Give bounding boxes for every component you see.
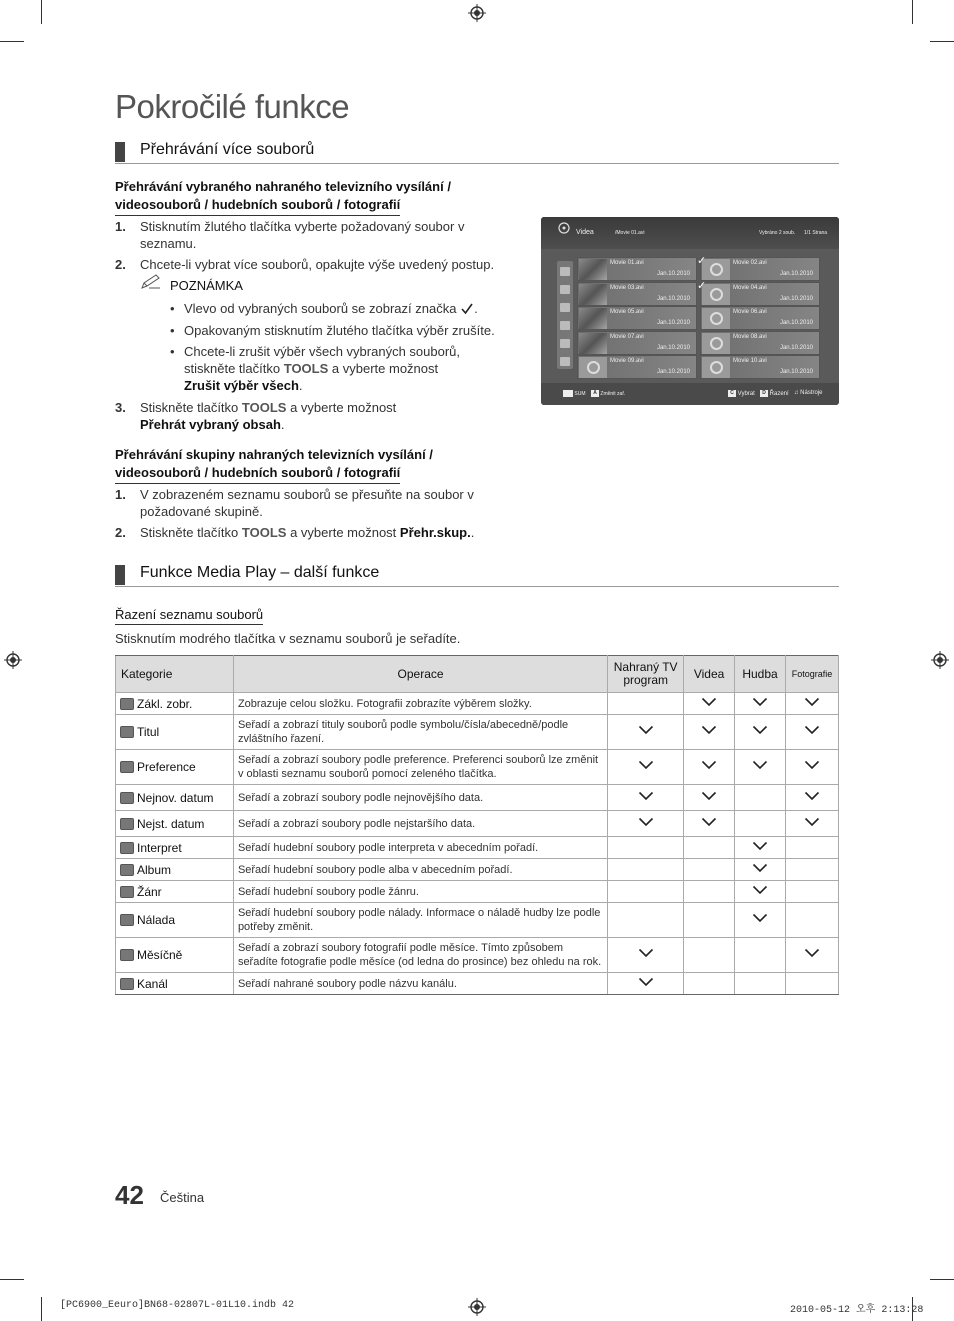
usb-icon: [563, 390, 573, 397]
file-name: Movie 03.avi: [610, 284, 644, 291]
film-reel-icon: [710, 337, 723, 350]
row-check-photo: [786, 903, 839, 938]
heading-bar: [115, 565, 125, 585]
tv-screenshot: [541, 217, 839, 405]
row-check-tv: [608, 973, 684, 995]
tv-file-item: [577, 282, 697, 306]
file-date: Jan.10.2010: [656, 344, 690, 351]
row-operation: Seřadí hudební soubory podle nálady. Informace o náladě hudby lze podle potřeby změnit.: [233, 903, 607, 938]
file-thumbnail: [579, 259, 607, 280]
check-chevron-icon: [752, 760, 768, 770]
file-thumbnail: [702, 333, 730, 354]
row-operation: Seřadí hudební soubory podle alba v abecedním pořadí.: [233, 859, 607, 881]
row-category: Měsíčně: [116, 938, 234, 973]
crop-mark: [0, 1279, 24, 1280]
tv-file-item: [697, 255, 820, 281]
table-row: [116, 715, 839, 750]
file-date: Jan.10.2010: [656, 295, 690, 302]
check-chevron-icon: [752, 863, 768, 873]
crop-mark: [41, 1297, 42, 1321]
row-check-music: [735, 973, 786, 995]
tv-status: Vybráno 2 soub.: [759, 230, 796, 236]
row-operation: Seřadí hudební soubory podle žánru.: [233, 881, 607, 903]
file-name: Movie 02.avi: [733, 260, 767, 266]
table-row: [116, 881, 839, 903]
row-check-tv: [608, 837, 684, 859]
crop-mark: [930, 41, 954, 42]
tv-file-item: [700, 306, 820, 330]
category-icon: [120, 949, 134, 961]
sort-description: Stisknutím modrého tlačítka v seznamu souborů je seřadíte.: [115, 631, 461, 646]
table-row: [116, 693, 839, 715]
file-name: Movie 08.avi: [733, 333, 767, 340]
registration-mark-icon: [468, 1298, 486, 1316]
col-header-operation: Operace: [233, 656, 607, 693]
block-title-line: Přehrávání skupiny nahraných televizních vysílání /: [115, 447, 433, 462]
film-icon: [558, 222, 570, 234]
section-heading: [115, 140, 839, 164]
row-category: Preference: [116, 750, 234, 785]
file-date: Jan.10.2010: [779, 369, 813, 375]
row-check-video: [684, 973, 735, 995]
row-check-music: [735, 715, 786, 750]
check-chevron-icon: [752, 841, 768, 851]
table-row: [116, 837, 839, 859]
check-chevron-icon: [638, 977, 654, 987]
tv-btn-c: C: [728, 390, 736, 397]
table-row: [116, 750, 839, 785]
block-title: [115, 446, 433, 484]
row-check-photo: [786, 811, 839, 837]
row-check-tv: [608, 881, 684, 903]
row-operation: Seřadí a zobrazí soubory podle nejnovějšího data.: [233, 785, 607, 811]
section-title: Funkce Media Play – další funkce: [140, 564, 380, 581]
row-check-photo: [786, 837, 839, 859]
check-chevron-icon: [752, 725, 768, 735]
check-chevron-icon: [701, 791, 717, 801]
pencil-note-icon: [140, 274, 162, 290]
registration-mark-icon: [4, 651, 22, 669]
row-check-music: [735, 837, 786, 859]
check-chevron-icon: [638, 725, 654, 735]
row-check-photo: [786, 715, 839, 750]
check-chevron-icon: [804, 725, 820, 735]
tv-title: Videa: [576, 229, 594, 236]
tv-file-item: [697, 279, 820, 306]
row-check-tv: [608, 750, 684, 785]
row-check-photo: [786, 973, 839, 995]
tv-file-item: [577, 257, 697, 281]
row-check-video: [684, 715, 735, 750]
row-check-music: [735, 903, 786, 938]
row-check-video: [684, 859, 735, 881]
row-operation: Seřadí hudební soubory podle interpreta v abecedním pořadí.: [233, 837, 607, 859]
row-category: Nálada: [116, 903, 234, 938]
row-operation: Seřadí a zobrazí soubory podle preference. Preferenci souborů lze změnit v oblasti seznamu souborů pomocí zeleného tlačítka.: [233, 750, 607, 785]
row-category: Titul: [116, 715, 234, 750]
file-name: Movie 07.avi: [610, 333, 644, 340]
row-check-tv: [608, 693, 684, 715]
row-check-video: [684, 750, 735, 785]
check-chevron-icon: [804, 791, 820, 801]
category-icon: [120, 792, 134, 804]
row-category: Album: [116, 859, 234, 881]
check-chevron-icon: [804, 760, 820, 770]
tv-btn-a: A: [591, 390, 599, 397]
row-check-tv: [608, 859, 684, 881]
page-number: 42: [115, 1180, 144, 1210]
tv-bottom-bar: SUM A Změnit zař. C Vybrat D Řazení ♫ Nástroje: [541, 383, 839, 405]
check-chevron-icon: [752, 913, 768, 923]
check-chevron-icon: [701, 817, 717, 827]
file-name: Movie 04.avi: [733, 284, 767, 291]
category-icon: [120, 726, 134, 738]
crop-mark: [930, 1279, 954, 1280]
section-title: Přehrávání více souborů: [140, 141, 315, 158]
category-icon: [120, 761, 134, 773]
sort-title: Řazení seznamu souborů: [115, 607, 263, 625]
selected-check-icon: ✓: [697, 255, 707, 267]
row-check-video: [684, 938, 735, 973]
col-header-category: Kategorie: [116, 656, 234, 693]
row-check-video: [684, 785, 735, 811]
step-number: 3.: [115, 400, 126, 415]
table-row: [116, 938, 839, 973]
category-icon: [120, 698, 134, 710]
col-header-tv: Nahraný TV program: [608, 656, 684, 693]
row-check-photo: [786, 750, 839, 785]
page-title: Pokročilé funkce: [115, 88, 350, 125]
row-check-music: [735, 938, 786, 973]
row-check-photo: [786, 881, 839, 903]
file-thumbnail: [579, 284, 607, 305]
check-chevron-icon: [752, 697, 768, 707]
row-check-video: [684, 693, 735, 715]
block-title-line: videosouborů / hudebních souborů / fotografií: [115, 196, 400, 216]
table-row: [116, 859, 839, 881]
crop-mark: [0, 41, 24, 42]
print-date: 2010-05-12 오후 2:13:28: [790, 1305, 924, 1316]
row-check-music: [735, 859, 786, 881]
sort-table: [115, 655, 839, 995]
row-category: Interpret: [116, 837, 234, 859]
row-operation: Seřadí a zobrazí soubory fotografií podle měsíce. Tímto způsobem seřadíte fotografie podle měsíce (od ledna do prosince) bez ohledu na rok.: [233, 938, 607, 973]
tv-file-item: [700, 331, 820, 355]
row-operation: Zobrazuje celou složku. Fotografii zobrazíte výběrem složky.: [233, 693, 607, 715]
category-icon: [120, 886, 134, 898]
file-name: Movie 05.avi: [610, 309, 644, 315]
tv-file-item: [700, 355, 820, 379]
table-header-row: [116, 656, 839, 693]
check-chevron-icon: [638, 791, 654, 801]
step-number: 2.: [115, 257, 126, 272]
file-thumbnail: [579, 357, 607, 378]
block-title-line: Přehrávání vybraného nahraného televizního vysílání /: [115, 179, 451, 194]
row-operation: Seřadí nahrané soubory podle názvu kanálu.: [233, 973, 607, 995]
table-row: [116, 903, 839, 938]
check-mark-icon: [460, 303, 474, 315]
table-row: [116, 811, 839, 837]
print-filename: [PC6900_Eeuro]BN68-02807L-01L10.indb 42: [60, 1300, 295, 1311]
file-date: Jan.10.2010: [779, 320, 813, 326]
category-icon: [120, 864, 134, 876]
note-label: POZNÁMKA: [170, 278, 243, 293]
step-number: 1.: [115, 219, 126, 234]
row-check-photo: [786, 938, 839, 973]
heading-bar: [115, 142, 125, 162]
registration-mark-icon: [931, 651, 949, 669]
step-number: 1.: [115, 487, 126, 502]
crop-mark: [41, 0, 42, 24]
film-reel-icon: [710, 263, 723, 276]
row-check-music: [735, 811, 786, 837]
row-check-video: [684, 811, 735, 837]
category-icon: [120, 978, 134, 990]
row-check-tv: [608, 785, 684, 811]
file-thumbnail: [702, 308, 730, 329]
tv-file-item: [577, 306, 697, 330]
row-category: Zákl. zobr.: [116, 693, 234, 715]
file-name: Movie 10.avi: [733, 358, 767, 364]
check-chevron-icon: [804, 697, 820, 707]
film-reel-icon: [710, 361, 723, 374]
file-name: Movie 06.avi: [733, 309, 767, 315]
col-header-music: Hudba: [735, 656, 786, 693]
tv-file-item: [577, 331, 697, 355]
row-check-video: [684, 881, 735, 903]
file-date: Jan.10.2010: [656, 320, 690, 326]
tv-btn-d: D: [760, 390, 768, 397]
row-check-music: [735, 785, 786, 811]
row-category: Nejst. datum: [116, 811, 234, 837]
row-category: Kanál: [116, 973, 234, 995]
file-date: Jan.10.2010: [779, 271, 813, 277]
category-icon: [120, 818, 134, 830]
file-name: Movie 01.avi: [610, 260, 644, 266]
step-text: Stisknutím žlutého tlačítka vyberte požadovaný soubor v seznamu.: [140, 219, 465, 251]
row-check-tv: [608, 903, 684, 938]
film-reel-icon: [587, 361, 600, 374]
row-check-video: [684, 837, 735, 859]
check-chevron-icon: [701, 760, 717, 770]
check-chevron-icon: [701, 697, 717, 707]
step-number: 2.: [115, 525, 126, 540]
category-icon: [120, 914, 134, 926]
film-reel-icon: [710, 288, 723, 301]
row-check-tv: [608, 715, 684, 750]
row-operation: Seřadí a zobrazí tituly souborů podle symbolu/čísla/abecedně/podle zvláštního řazení.: [233, 715, 607, 750]
block-title-line: videosouborů / hudebních souborů / fotografií: [115, 464, 400, 484]
row-check-photo: [786, 859, 839, 881]
tv-page: 1/1 Strana: [804, 230, 828, 236]
file-name: Movie 09.avi: [610, 358, 644, 364]
check-chevron-icon: [638, 948, 654, 958]
check-chevron-icon: [752, 885, 768, 895]
row-category: Žánr: [116, 881, 234, 903]
check-chevron-icon: [701, 725, 717, 735]
file-date: Jan.10.2010: [656, 369, 690, 375]
row-check-photo: [786, 693, 839, 715]
file-date: Jan.10.2010: [779, 295, 813, 302]
row-check-music: [735, 881, 786, 903]
tv-category-sidebar: [557, 261, 573, 369]
step-text: Chcete-li vybrat více souborů, opakujte výše uvedený postup.: [140, 257, 495, 272]
registration-mark-icon: [468, 4, 486, 22]
file-thumbnail: [702, 357, 730, 378]
row-check-tv: [608, 938, 684, 973]
tv-path: /Movie 01.avi: [615, 230, 645, 236]
file-thumbnail: [579, 308, 607, 329]
selected-check-icon: ✓: [697, 279, 707, 292]
file-date: Jan.10.2010: [656, 271, 690, 277]
table-row: [116, 785, 839, 811]
row-check-video: [684, 903, 735, 938]
table-row: [116, 973, 839, 995]
file-thumbnail: [579, 333, 607, 354]
tv-file-item: [577, 355, 697, 379]
block-title: [115, 178, 451, 216]
film-reel-icon: [710, 312, 723, 325]
category-icon: [120, 842, 134, 854]
check-chevron-icon: [638, 817, 654, 827]
row-check-music: [735, 750, 786, 785]
row-check-photo: [786, 785, 839, 811]
row-check-music: [735, 693, 786, 715]
tv-device: SUM: [574, 390, 586, 397]
row-category: Nejnov. datum: [116, 785, 234, 811]
section-heading: [115, 563, 839, 587]
row-check-tv: [608, 811, 684, 837]
file-date: Jan.10.2010: [779, 344, 813, 351]
col-header-photo: Fotografie: [786, 656, 839, 693]
col-header-video: Videa: [684, 656, 735, 693]
footer-language: Čeština: [160, 1190, 205, 1205]
row-operation: Seřadí a zobrazí soubory podle nejstaršího data.: [233, 811, 607, 837]
check-chevron-icon: [638, 760, 654, 770]
check-chevron-icon: [804, 817, 820, 827]
tools-icon: ♫: [794, 390, 799, 396]
crop-mark: [912, 0, 913, 24]
check-chevron-icon: [804, 948, 820, 958]
